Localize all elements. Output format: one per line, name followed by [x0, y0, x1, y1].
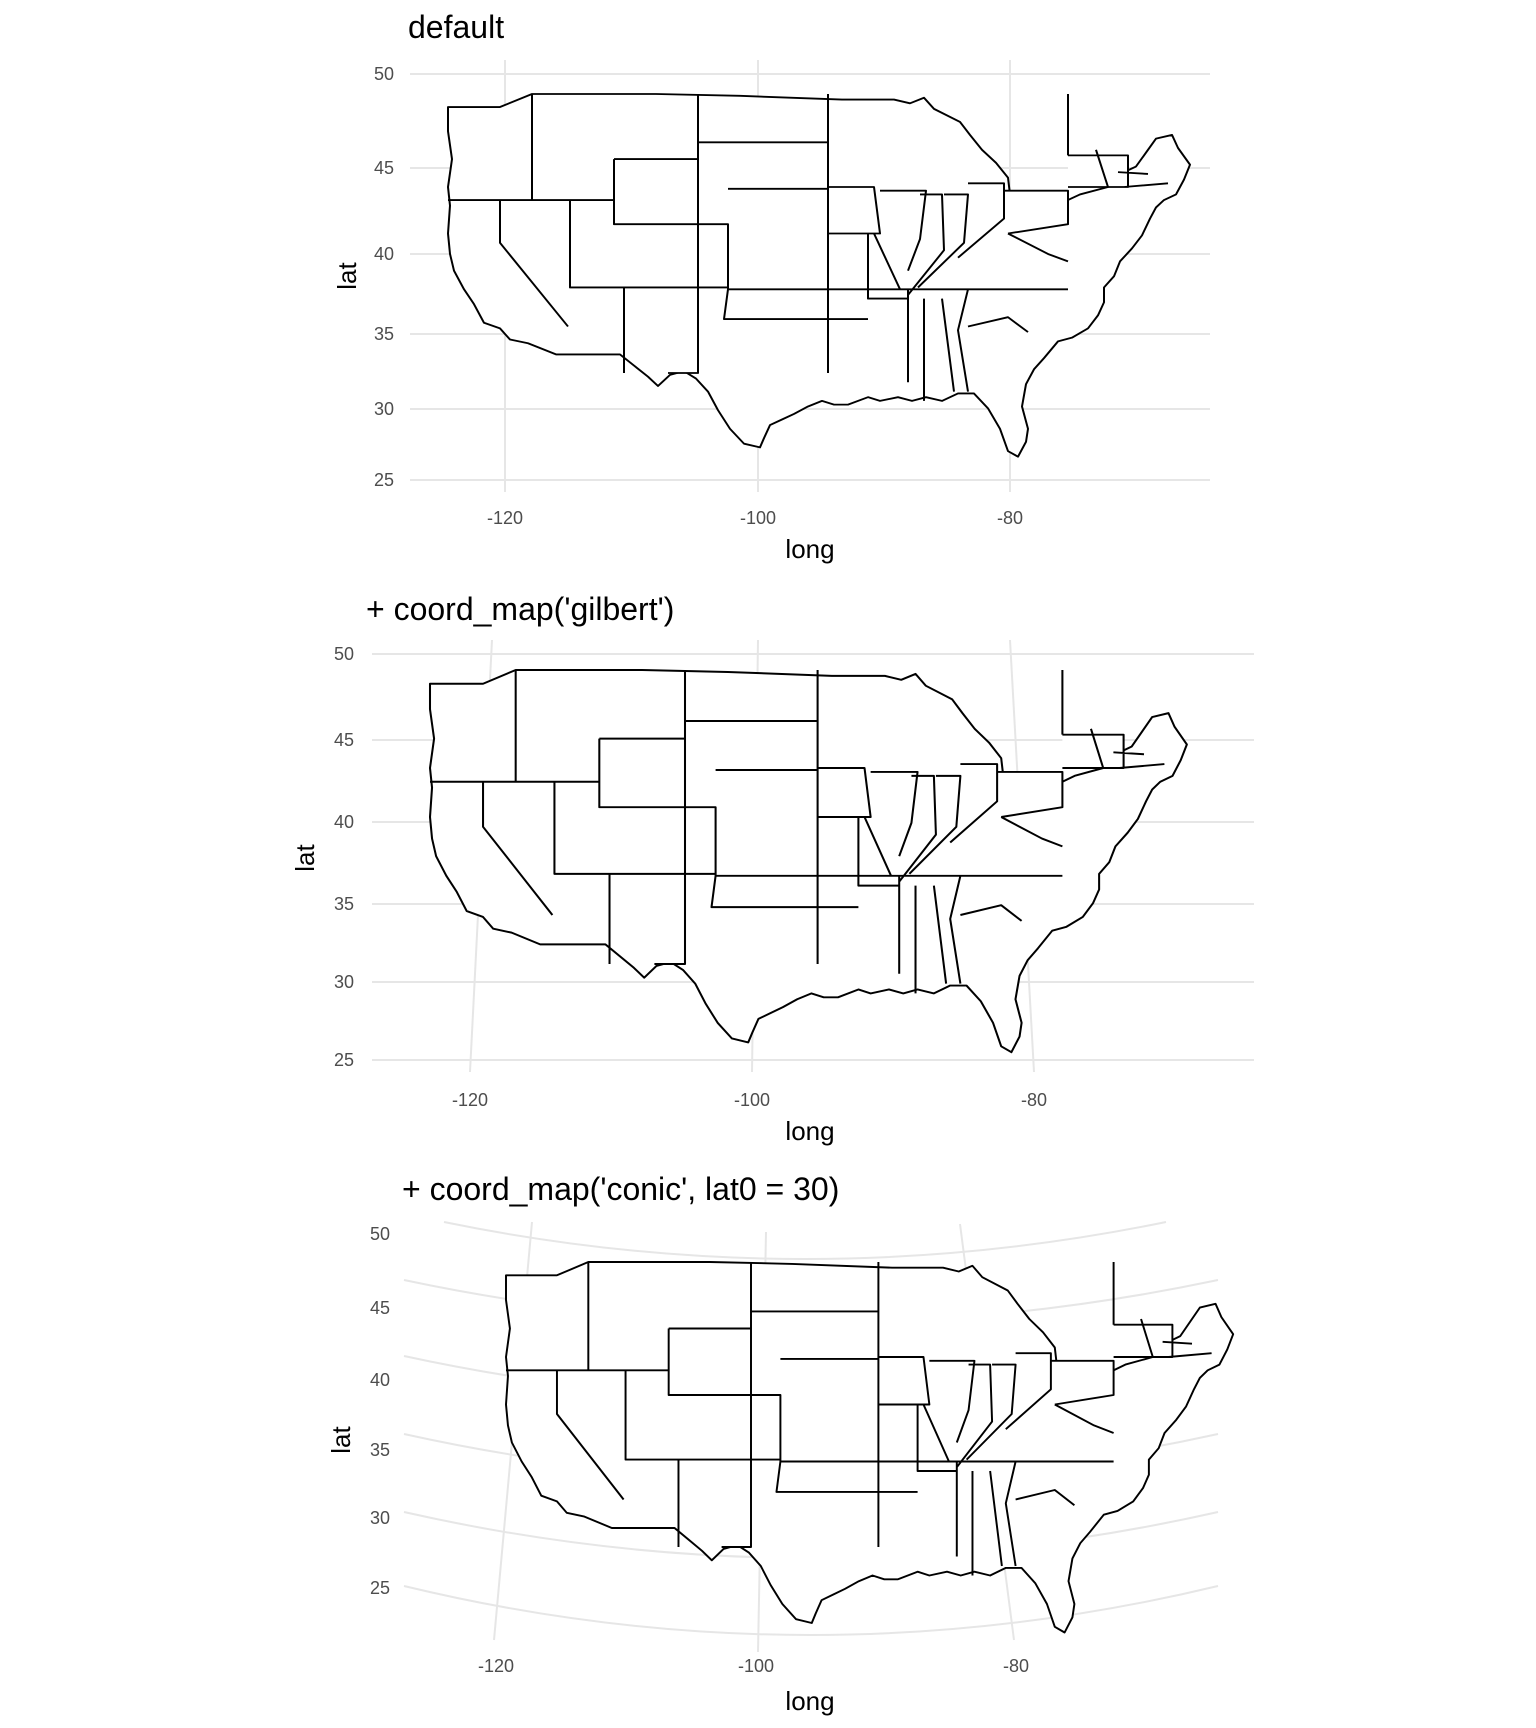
panel-3-xtick: -100	[737, 1656, 775, 1676]
panel-1-xlabel: long	[785, 534, 835, 564]
panel-conic	[326, 1171, 1233, 1716]
panel-2-ylabel: lat	[290, 844, 320, 872]
panel-1-states	[448, 94, 1190, 457]
panel-2-ytick: 30	[333, 972, 354, 992]
panel-3-xtick: -80	[1002, 1656, 1030, 1676]
panel-3-title: + coord_map('conic', lat0 = 30)	[402, 1171, 840, 1207]
panel-2-ytick: 45	[333, 730, 354, 750]
panel-3-states	[506, 1262, 1233, 1633]
panel-gilbert	[290, 591, 1254, 1146]
panel-3-ylabel: lat	[326, 1426, 356, 1454]
panel-2-xtick: -80	[1020, 1090, 1048, 1110]
panel-2-xlabel: long	[785, 1116, 835, 1146]
panel-1-ytick: 25	[373, 470, 394, 490]
panel-1-ytick: 30	[373, 399, 394, 419]
panel-2-xtick: -120	[451, 1090, 489, 1110]
panel-1-ytick: 50	[373, 64, 394, 84]
panel-3-ytick: 45	[369, 1298, 390, 1318]
panel-2-states	[430, 670, 1187, 1052]
panel-2-ytick: 50	[333, 644, 354, 664]
panel-2-title: + coord_map('gilbert')	[366, 591, 675, 627]
panel-1-xtick: -120	[486, 508, 524, 528]
panel-2-ytick: 25	[333, 1050, 354, 1070]
panel-1-title: default	[408, 9, 505, 45]
panel-3-ytick: 50	[369, 1224, 390, 1244]
panel-2-ytick: 40	[333, 812, 354, 832]
panel-1-ytick: 35	[373, 324, 394, 344]
panel-1-ylabel: lat	[332, 262, 362, 290]
panel-2-xtick: -100	[733, 1090, 771, 1110]
panel-3-ytick: 40	[369, 1370, 390, 1390]
panel-1-ytick: 40	[373, 244, 394, 264]
panel-3-xtick: -120	[477, 1656, 515, 1676]
panel-3-ytick: 25	[369, 1578, 390, 1598]
panel-3-ytick: 35	[369, 1440, 390, 1460]
panel-default	[332, 9, 1210, 564]
panel-1-xtick: -80	[996, 508, 1024, 528]
panel-2-ytick: 35	[333, 894, 354, 914]
panel-1-xtick: -100	[739, 508, 777, 528]
panel-1-ytick: 45	[373, 158, 394, 178]
panel-3-ytick: 30	[369, 1508, 390, 1528]
panel-3-xlabel: long	[785, 1686, 835, 1716]
